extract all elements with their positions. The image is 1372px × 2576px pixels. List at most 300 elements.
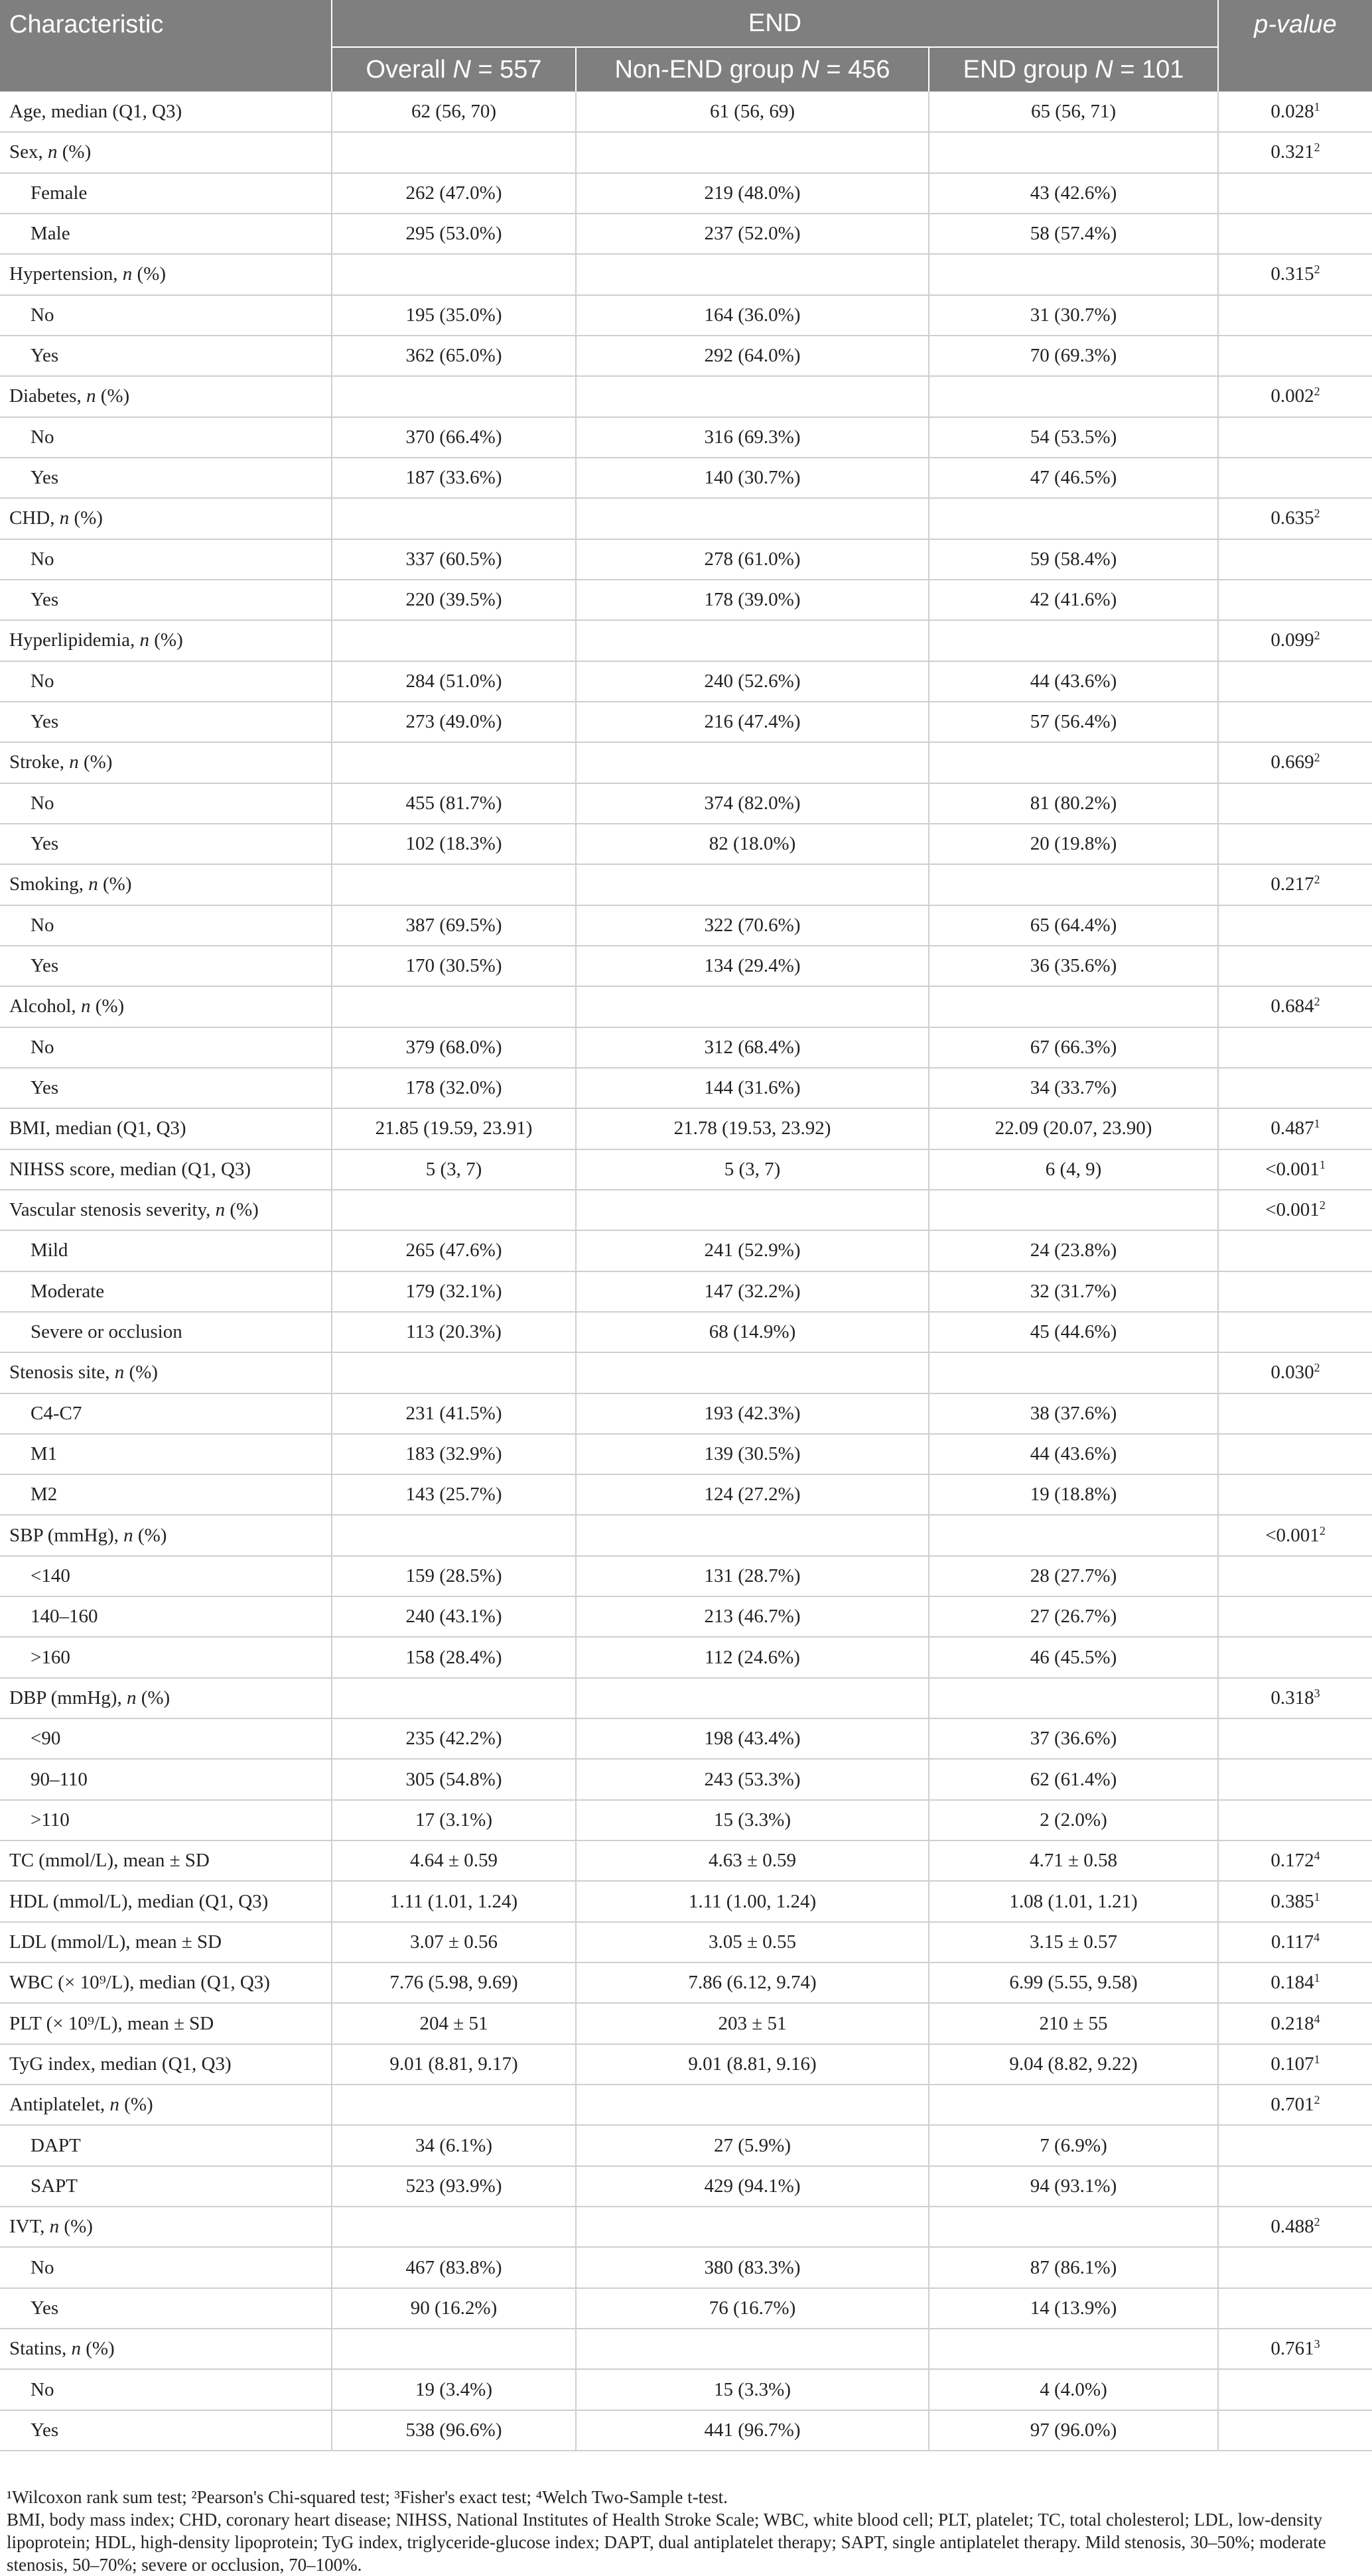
table-row (0, 1881, 1372, 1921)
cell-p-value (1218, 1637, 1372, 1677)
cell-p-value: 0.217$^2$ (1218, 864, 1372, 905)
cell-end: 67 (66.3%) (929, 1027, 1218, 1068)
cell-overall: 231 (41.5%) (332, 1393, 576, 1434)
row-label: Vascular stenosis severity, n (%) (0, 1190, 332, 1230)
table-row (0, 2329, 1372, 2369)
table-row (0, 946, 1372, 986)
cell-non-end: 15 (3.3%) (576, 1800, 929, 1840)
cell-end: 6 (4, 9) (929, 1149, 1218, 1190)
table-row (0, 214, 1372, 254)
row-label: Hypertension, n (%) (0, 254, 332, 294)
cell-overall (332, 620, 576, 661)
row-label: LDL (mmol/L), mean ± SD (0, 1922, 332, 1963)
row-label: >160 (0, 1637, 332, 1677)
cell-p-value: $<0.001^2$ (1218, 1515, 1372, 1555)
table-row (0, 1596, 1372, 1637)
cell-end: 65 (64.4%) (929, 905, 1218, 946)
cell-p-value (1218, 580, 1372, 620)
table-row (0, 1474, 1372, 1515)
row-label: DAPT (0, 2125, 332, 2165)
cell-p-value (1218, 173, 1372, 214)
row-label: No (0, 295, 332, 336)
cell-overall: 204 ± 51 (332, 2003, 576, 2043)
table-row (0, 824, 1372, 864)
cell-end: 7 (6.9%) (929, 2125, 1218, 2165)
cell-non-end: 243 (53.3%) (576, 1759, 929, 1799)
cell-overall: 240 (43.1%) (332, 1596, 576, 1637)
cell-p-value: 0.684$^2$ (1218, 986, 1372, 1027)
cell-p-value: 0.321$^2$ (1218, 132, 1372, 172)
cell-overall: 17 (3.1%) (332, 1800, 576, 1840)
cell-end: 3.15 ± 0.57 (929, 1922, 1218, 1963)
cell-overall: 455 (81.7%) (332, 783, 576, 824)
row-label: No (0, 539, 332, 580)
test-footnote-marker: 2 (1314, 141, 1320, 155)
cell-non-end (576, 132, 929, 172)
row-label: Yes (0, 702, 332, 742)
cell-end: 70 (69.3%) (929, 336, 1218, 376)
table-row (0, 2410, 1372, 2451)
cell-end: 94 (93.1%) (929, 2166, 1218, 2207)
table-row (0, 173, 1372, 214)
cell-p-value: 0.099$^2$ (1218, 620, 1372, 661)
cell-non-end: 219 (48.0%) (576, 173, 929, 214)
row-label: 140–160 (0, 1596, 332, 1637)
cell-p-value: 0.701$^2$ (1218, 2085, 1372, 2125)
cell-overall: 62 (56, 70) (332, 92, 576, 132)
header-overall: Overall N = 557 (332, 47, 576, 92)
row-label: No (0, 661, 332, 702)
table-row (0, 1190, 1372, 1230)
cell-overall: 387 (69.5%) (332, 905, 576, 946)
cell-overall: 159 (28.5%) (332, 1556, 576, 1596)
table-row (0, 2085, 1372, 2125)
cell-non-end: 178 (39.0%) (576, 580, 929, 620)
cell-p-value (1218, 1759, 1372, 1799)
cell-p-value: 0.184$^1$ (1218, 1963, 1372, 2003)
cell-end: 57 (56.4%) (929, 702, 1218, 742)
table-row (0, 1271, 1372, 1312)
cell-overall: 4.64 ± 0.59 (332, 1840, 576, 1881)
cell-non-end: 193 (42.3%) (576, 1393, 929, 1434)
cell-end: 1.08 (1.01, 1.21) (929, 1881, 1218, 1921)
cell-non-end: 147 (32.2%) (576, 1271, 929, 1312)
cell-p-value (1218, 1312, 1372, 1352)
cell-p-value: 0.107$^1$ (1218, 2044, 1372, 2085)
table-row (0, 702, 1372, 742)
test-footnote-marker: 1 (1319, 1157, 1326, 1171)
cell-non-end: 278 (61.0%) (576, 539, 929, 580)
table-row (0, 1963, 1372, 2003)
header-non-end: Non-END group N = 456 (576, 47, 929, 92)
cell-p-value: 0.028$^1$ (1218, 92, 1372, 132)
table-row (0, 1393, 1372, 1434)
cell-overall: 5 (3, 7) (332, 1149, 576, 1190)
cell-non-end (576, 986, 929, 1027)
cell-non-end: 27 (5.9%) (576, 2125, 929, 2165)
cell-p-value (1218, 946, 1372, 986)
cell-overall: 21.85 (19.59, 23.91) (332, 1108, 576, 1149)
row-label: >110 (0, 1800, 332, 1840)
cell-non-end: 140 (30.7%) (576, 458, 929, 498)
cell-end: 58 (57.4%) (929, 214, 1218, 254)
row-label: Yes (0, 824, 332, 864)
cell-end (929, 986, 1218, 1027)
test-footnote-marker: 4 (1314, 1849, 1320, 1863)
cell-end: 14 (13.9%) (929, 2288, 1218, 2329)
cell-end: 6.99 (5.55, 9.58) (929, 1963, 1218, 2003)
cell-end (929, 742, 1218, 783)
cell-non-end: 61 (56, 69) (576, 92, 929, 132)
cell-end: 43 (42.6%) (929, 173, 1218, 214)
cell-p-value (1218, 1393, 1372, 1434)
cell-overall (332, 1352, 576, 1393)
cell-overall: 19 (3.4%) (332, 2369, 576, 2410)
row-label: Yes (0, 458, 332, 498)
table-row (0, 2247, 1372, 2287)
cell-non-end: 322 (70.6%) (576, 905, 929, 946)
row-label: Diabetes, n (%) (0, 376, 332, 417)
cell-non-end: 216 (47.4%) (576, 702, 929, 742)
cell-overall (332, 864, 576, 905)
row-label: C4-C7 (0, 1393, 332, 1434)
table-row (0, 1678, 1372, 1718)
row-label: Age, median (Q1, Q3) (0, 92, 332, 132)
table-row (0, 92, 1372, 132)
test-footnote-marker: 2 (1319, 1523, 1326, 1537)
test-footnote-marker: 2 (1314, 263, 1320, 277)
row-label: Yes (0, 946, 332, 986)
cell-overall: 195 (35.0%) (332, 295, 576, 336)
cell-non-end (576, 2207, 929, 2247)
table-row (0, 2044, 1372, 2085)
cell-non-end (576, 1190, 929, 1230)
table-row (0, 1068, 1372, 1108)
cell-p-value (1218, 539, 1372, 580)
cell-p-value: 0.488$^2$ (1218, 2207, 1372, 2247)
cell-non-end: 1.11 (1.00, 1.24) (576, 1881, 929, 1921)
cell-non-end: 21.78 (19.53, 23.92) (576, 1108, 929, 1149)
row-label: No (0, 1027, 332, 1068)
table-row (0, 1434, 1372, 1474)
row-label: IVT, n (%) (0, 2207, 332, 2247)
cell-p-value (1218, 1596, 1372, 1637)
row-label: M2 (0, 1474, 332, 1515)
row-label: No (0, 783, 332, 824)
row-label: No (0, 2247, 332, 2287)
header-end-group: END (332, 0, 1218, 47)
row-label: WBC (× 10⁹/L), median (Q1, Q3) (0, 1963, 332, 2003)
test-footnote-marker: 2 (1314, 2093, 1320, 2107)
test-footnote-marker: 3 (1314, 1687, 1320, 1701)
cell-non-end: 316 (69.3%) (576, 417, 929, 458)
cell-overall (332, 2207, 576, 2247)
cell-end (929, 376, 1218, 417)
cell-overall: 220 (39.5%) (332, 580, 576, 620)
row-label: NIHSS score, median (Q1, Q3) (0, 1149, 332, 1190)
cell-non-end: 82 (18.0%) (576, 824, 929, 864)
cell-non-end: 312 (68.4%) (576, 1027, 929, 1068)
cell-p-value: 0.030$^2$ (1218, 1352, 1372, 1393)
cell-overall (332, 1515, 576, 1555)
cell-overall: 362 (65.0%) (332, 336, 576, 376)
cell-p-value (1218, 783, 1372, 824)
cell-p-value: 0.385$^1$ (1218, 1881, 1372, 1921)
cell-end (929, 2329, 1218, 2369)
cell-overall: 143 (25.7%) (332, 1474, 576, 1515)
cell-non-end: 4.63 ± 0.59 (576, 1840, 929, 1881)
cell-end: 20 (19.8%) (929, 824, 1218, 864)
cell-end (929, 1190, 1218, 1230)
cell-overall: 170 (30.5%) (332, 946, 576, 986)
cell-overall: 235 (42.2%) (332, 1718, 576, 1759)
cell-overall: 379 (68.0%) (332, 1027, 576, 1068)
cell-non-end: 112 (24.6%) (576, 1637, 929, 1677)
cell-non-end (576, 620, 929, 661)
cell-overall (332, 498, 576, 539)
test-footnote-marker: 1 (1314, 2053, 1320, 2067)
cell-end: 42 (41.6%) (929, 580, 1218, 620)
table-row (0, 539, 1372, 580)
cell-non-end: 292 (64.0%) (576, 336, 929, 376)
row-label: Sex, n (%) (0, 132, 332, 172)
row-label: BMI, median (Q1, Q3) (0, 1108, 332, 1149)
row-label: CHD, n (%) (0, 498, 332, 539)
cell-overall (332, 2329, 576, 2369)
row-label: No (0, 417, 332, 458)
cell-overall: 370 (66.4%) (332, 417, 576, 458)
table-row (0, 783, 1372, 824)
table-body (0, 92, 1372, 2451)
cell-end: 44 (43.6%) (929, 1434, 1218, 1474)
row-label: M1 (0, 1434, 332, 1474)
cell-p-value (1218, 1556, 1372, 1596)
table-row (0, 1149, 1372, 1190)
row-label: SAPT (0, 2166, 332, 2207)
cell-end: 45 (44.6%) (929, 1312, 1218, 1352)
cell-overall (332, 132, 576, 172)
row-label: Smoking, n (%) (0, 864, 332, 905)
cell-non-end: 7.86 (6.12, 9.74) (576, 1963, 929, 2003)
row-label: TyG index, median (Q1, Q3) (0, 2044, 332, 2085)
footnote-abbreviations: BMI, body mass index; CHD, coronary heart disease; NIHSS, National Institutes of Health Stroke Scale; WBC, white blood cell; PLT, platelet; TC, total cholesterol; LDL, low-density lipoprotein; HDL, high-density lipoprotein; TyG index, triglyceride-glucose index; DAPT, dual antiplatelet therapy; SAPT, single antiplatelet therapy. Mild stenosis, 30–50%; moderate stenosis, 50–70%; severe or occlusion, 70–100%. (7, 2510, 1326, 2575)
cell-overall: 7.76 (5.98, 9.69) (332, 1963, 576, 2003)
cell-end: 210 ± 55 (929, 2003, 1218, 2043)
cell-p-value (1218, 2369, 1372, 2410)
cell-overall: 158 (28.4%) (332, 1637, 576, 1677)
cell-overall: 265 (47.6%) (332, 1230, 576, 1271)
test-footnote-marker: 1 (1314, 99, 1320, 113)
cell-end: 28 (27.7%) (929, 1556, 1218, 1596)
cell-end: 4.71 ± 0.58 (929, 1840, 1218, 1881)
table-row (0, 417, 1372, 458)
cell-non-end: 429 (94.1%) (576, 2166, 929, 2207)
cell-p-value (1218, 1800, 1372, 1840)
cell-p-value (1218, 1718, 1372, 1759)
cell-end: 54 (53.5%) (929, 417, 1218, 458)
test-footnote-marker: 2 (1314, 995, 1320, 1009)
row-label: TC (mmol/L), mean ± SD (0, 1840, 332, 1881)
cell-p-value (1218, 1027, 1372, 1068)
table-row (0, 1027, 1372, 1068)
table-row (0, 580, 1372, 620)
cell-overall (332, 376, 576, 417)
table-row (0, 336, 1372, 376)
cell-non-end (576, 2329, 929, 2369)
cell-p-value: 0.172$^4$ (1218, 1840, 1372, 1881)
cell-overall: 9.01 (8.81, 9.17) (332, 2044, 576, 2085)
cell-p-value: 0.002$^2$ (1218, 376, 1372, 417)
cell-end: 24 (23.8%) (929, 1230, 1218, 1271)
row-label: Severe or occlusion (0, 1312, 332, 1352)
cell-overall: 284 (51.0%) (332, 661, 576, 702)
test-footnote-marker: 1 (1314, 1117, 1320, 1131)
table-row (0, 1108, 1372, 1149)
row-label: Stenosis site, n (%) (0, 1352, 332, 1393)
table-row (0, 2003, 1372, 2043)
cell-end (929, 864, 1218, 905)
cell-overall (332, 2085, 576, 2125)
table-row (0, 458, 1372, 498)
test-footnote-marker: 3 (1314, 2337, 1320, 2351)
table-row (0, 1922, 1372, 1963)
cell-p-value: 0.117$^4$ (1218, 1922, 1372, 1963)
table-row (0, 1759, 1372, 1799)
test-footnote-marker: 2 (1314, 629, 1320, 643)
row-label: HDL (mmol/L), median (Q1, Q3) (0, 1881, 332, 1921)
table-row (0, 376, 1372, 417)
cell-end: 38 (37.6%) (929, 1393, 1218, 1434)
test-footnote-marker: 2 (1314, 1361, 1320, 1375)
table-row (0, 254, 1372, 294)
cell-p-value (1218, 1434, 1372, 1474)
cell-overall: 295 (53.0%) (332, 214, 576, 254)
cell-non-end: 3.05 ± 0.55 (576, 1922, 929, 1963)
table-row (0, 1312, 1372, 1352)
row-label: Mild (0, 1230, 332, 1271)
cell-end: 47 (46.5%) (929, 458, 1218, 498)
table-row (0, 1800, 1372, 1840)
table-row (0, 2369, 1372, 2410)
table-row (0, 1840, 1372, 1881)
cell-non-end: 380 (83.3%) (576, 2247, 929, 2287)
cell-end: 32 (31.7%) (929, 1271, 1218, 1312)
cell-end (929, 1678, 1218, 1718)
cell-non-end: 374 (82.0%) (576, 783, 929, 824)
cell-end: 9.04 (8.82, 9.22) (929, 2044, 1218, 2085)
cell-end: 87 (86.1%) (929, 2247, 1218, 2287)
cell-end: 59 (58.4%) (929, 539, 1218, 580)
cell-p-value (1218, 1271, 1372, 1312)
cell-non-end: 164 (36.0%) (576, 295, 929, 336)
table-row (0, 905, 1372, 946)
cell-overall: 538 (96.6%) (332, 2410, 576, 2451)
cell-overall: 3.07 ± 0.56 (332, 1922, 576, 1963)
cell-non-end: 241 (52.9%) (576, 1230, 929, 1271)
cell-non-end: 203 ± 51 (576, 2003, 929, 2043)
cell-p-value (1218, 1230, 1372, 1271)
cell-end: 65 (56, 71) (929, 92, 1218, 132)
cell-non-end: 240 (52.6%) (576, 661, 929, 702)
cell-p-value (1218, 824, 1372, 864)
test-footnote-marker: 2 (1314, 2215, 1320, 2229)
cell-p-value (1218, 458, 1372, 498)
row-label: Yes (0, 580, 332, 620)
cell-non-end: 68 (14.9%) (576, 1312, 929, 1352)
cell-non-end: 9.01 (8.81, 9.16) (576, 2044, 929, 2085)
row-label: Alcohol, n (%) (0, 986, 332, 1027)
cell-end: 19 (18.8%) (929, 1474, 1218, 1515)
cell-overall (332, 986, 576, 1027)
cell-non-end: 441 (96.7%) (576, 2410, 929, 2451)
row-label: Male (0, 214, 332, 254)
test-footnote-marker: 2 (1314, 385, 1320, 399)
cell-end (929, 1515, 1218, 1555)
cell-end: 97 (96.0%) (929, 2410, 1218, 2451)
cell-overall: 262 (47.0%) (332, 173, 576, 214)
header-end: END group N = 101 (929, 47, 1218, 92)
cell-p-value: 0.669$^2$ (1218, 742, 1372, 783)
table-row (0, 1515, 1372, 1555)
cell-p-value: 0.761$^3$ (1218, 2329, 1372, 2369)
table-row (0, 498, 1372, 539)
footnote-tests: ¹Wilcoxon rank sum test; ²Pearson's Chi-squared test; ³Fisher's exact test; ⁴Welch Two-Sample t-test. (7, 2487, 728, 2507)
row-label: No (0, 2369, 332, 2410)
cell-overall: 90 (16.2%) (332, 2288, 576, 2329)
cell-overall: 337 (60.5%) (332, 539, 576, 580)
cell-p-value: 0.318$^3$ (1218, 1678, 1372, 1718)
cell-p-value (1218, 2288, 1372, 2329)
cell-end: 81 (80.2%) (929, 783, 1218, 824)
table-row (0, 132, 1372, 172)
cell-end (929, 1352, 1218, 1393)
table-row (0, 1718, 1372, 1759)
cell-end (929, 620, 1218, 661)
cell-end (929, 2085, 1218, 2125)
cell-overall: 179 (32.1%) (332, 1271, 576, 1312)
table-row (0, 986, 1372, 1027)
header-p-value: p-value (1218, 0, 1372, 92)
cell-end: 22.09 (20.07, 23.90) (929, 1108, 1218, 1149)
cell-end: 31 (30.7%) (929, 295, 1218, 336)
test-footnote-marker: 4 (1314, 1931, 1320, 1945)
table-row (0, 742, 1372, 783)
cell-non-end (576, 742, 929, 783)
table-row (0, 2166, 1372, 2207)
table-row (0, 1230, 1372, 1271)
cell-overall (332, 254, 576, 294)
cell-non-end: 131 (28.7%) (576, 1556, 929, 1596)
cell-p-value (1218, 905, 1372, 946)
cell-p-value: 0.635$^2$ (1218, 498, 1372, 539)
cell-p-value: 0.315$^2$ (1218, 254, 1372, 294)
cell-p-value (1218, 1474, 1372, 1515)
cell-p-value (1218, 336, 1372, 376)
cell-non-end: 139 (30.5%) (576, 1434, 929, 1474)
cell-end: 37 (36.6%) (929, 1718, 1218, 1759)
cell-non-end (576, 376, 929, 417)
cell-non-end: 15 (3.3%) (576, 2369, 929, 2410)
table-row (0, 2288, 1372, 2329)
row-label: <90 (0, 1718, 332, 1759)
table-row (0, 2125, 1372, 2165)
table-row (0, 2207, 1372, 2247)
row-label: 90–110 (0, 1759, 332, 1799)
row-label: Moderate (0, 1271, 332, 1312)
table-row (0, 1637, 1372, 1677)
header-characteristic: Characteristic (0, 0, 332, 92)
cell-non-end (576, 1515, 929, 1555)
